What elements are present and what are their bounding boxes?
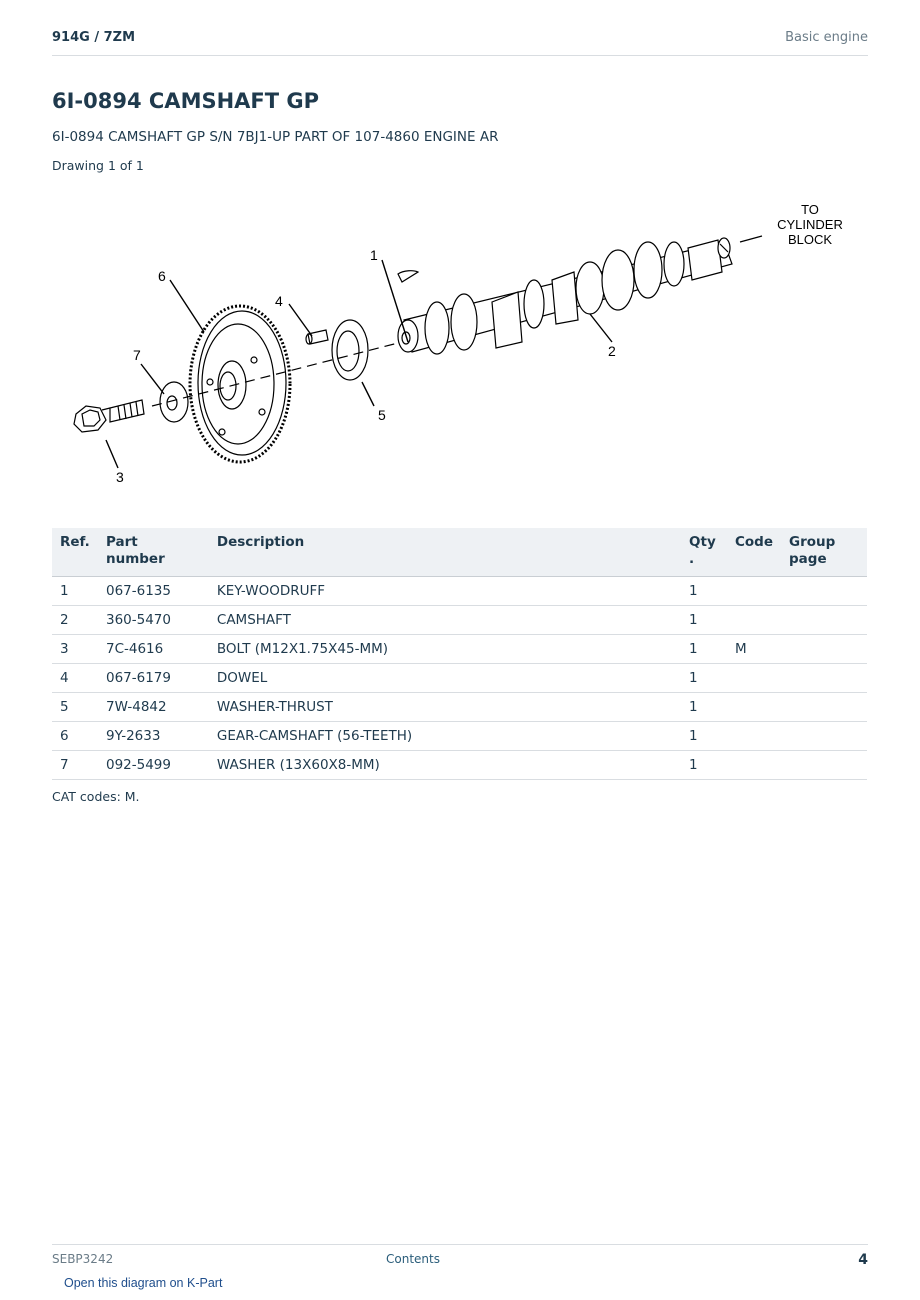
section-label: Basic engine [785, 30, 868, 45]
cell-qty: 1 [681, 751, 727, 780]
cell-group-page [781, 664, 867, 693]
cell-part-number: 067-6135 [98, 577, 209, 606]
callout-4: 4 [275, 293, 283, 309]
thrust-washer-drawing [332, 320, 368, 380]
cell-description: DOWEL [209, 664, 681, 693]
camshaft-drawing [398, 238, 732, 354]
col-code-header: Code [727, 528, 781, 577]
cell-group-page [781, 606, 867, 635]
cell-qty: 1 [681, 664, 727, 693]
table-row [52, 635, 867, 664]
cat-codes-note: CAT codes: M. [52, 789, 140, 804]
document-id: SEBP3242 [52, 1252, 114, 1266]
callout-2: 2 [608, 343, 616, 359]
col-group-header-line1: Group [789, 534, 836, 550]
cell-part-number: 067-6179 [98, 664, 209, 693]
col-ref-header: Ref. [52, 528, 98, 577]
parts-table [52, 528, 867, 780]
col-qty-header-line1: Qty [689, 534, 716, 550]
cell-qty: 1 [681, 577, 727, 606]
callout-5: 5 [378, 407, 386, 423]
cell-code [727, 751, 781, 780]
col-qty-header-line2: . [689, 551, 695, 567]
col-qty-header [681, 528, 727, 577]
open-kpart-link[interactable]: Open this diagram on K-Part [64, 1276, 223, 1290]
cell-group-page [781, 577, 867, 606]
cell-part-number: 7C-4616 [98, 635, 209, 664]
page-title: 6I-0894 CAMSHAFT GP [52, 89, 320, 113]
table-row [52, 664, 867, 693]
cell-qty: 1 [681, 606, 727, 635]
col-part-number-header: Part number [98, 528, 209, 577]
cell-part-number: 7W-4842 [98, 693, 209, 722]
table-row [52, 577, 867, 606]
washer-drawing [160, 382, 188, 422]
cell-ref: 7 [52, 751, 98, 780]
cell-code: M [727, 635, 781, 664]
callout-1: 1 [370, 247, 378, 263]
cell-code [727, 664, 781, 693]
cell-group-page [781, 751, 867, 780]
cell-ref: 1 [52, 577, 98, 606]
cell-qty: 1 [681, 693, 727, 722]
cell-ref: 6 [52, 722, 98, 751]
model-label: 914G / 7ZM [52, 30, 136, 45]
cell-part-number: 9Y-2633 [98, 722, 209, 751]
cell-code [727, 577, 781, 606]
cell-ref: 4 [52, 664, 98, 693]
cell-qty: 1 [681, 635, 727, 664]
table-row [52, 722, 867, 751]
cell-ref: 2 [52, 606, 98, 635]
cell-description: CAMSHAFT [209, 606, 681, 635]
cell-part-number: 092-5499 [98, 751, 209, 780]
table-row [52, 606, 867, 635]
page-header [52, 28, 868, 56]
callout-3: 3 [116, 469, 124, 485]
cell-code [727, 606, 781, 635]
callout-7: 7 [133, 347, 141, 363]
cell-group-page [781, 635, 867, 664]
exploded-parts-diagram [52, 192, 867, 497]
page-subtitle: 6I-0894 CAMSHAFT GP S/N 7BJ1-UP PART OF 107-4860 ENGINE AR [52, 129, 499, 145]
cell-description: GEAR-CAMSHAFT (56-TEETH) [209, 722, 681, 751]
footer-divider [52, 1244, 868, 1245]
cell-code [727, 722, 781, 751]
cell-group-page [781, 693, 867, 722]
page-number: 4 [858, 1252, 868, 1268]
cell-description: KEY-WOODRUFF [209, 577, 681, 606]
cell-ref: 3 [52, 635, 98, 664]
cell-description: WASHER (13X60X8-MM) [209, 751, 681, 780]
cell-ref: 5 [52, 693, 98, 722]
bolt-drawing [74, 400, 144, 432]
table-header-row [52, 528, 867, 577]
note-line-3: BLOCK [787, 232, 833, 247]
cell-description: BOLT (M12X1.75X45-MM) [209, 635, 681, 664]
key-drawing [398, 271, 418, 282]
col-group-page-header [781, 528, 867, 577]
cell-group-page [781, 722, 867, 751]
note-line-1: TO [801, 202, 819, 217]
note-line-2: CYLINDER [777, 217, 843, 232]
col-description-header: Description [209, 528, 681, 577]
col-group-header-line2: page [789, 551, 827, 567]
cell-code [727, 693, 781, 722]
callout-6: 6 [158, 268, 166, 284]
gear-drawing [190, 306, 290, 462]
cell-qty: 1 [681, 722, 727, 751]
table-row [52, 751, 867, 780]
cell-part-number: 360-5470 [98, 606, 209, 635]
drawing-count: Drawing 1 of 1 [52, 158, 144, 173]
contents-link[interactable]: Contents [386, 1252, 440, 1266]
cell-description: WASHER-THRUST [209, 693, 681, 722]
table-row [52, 693, 867, 722]
